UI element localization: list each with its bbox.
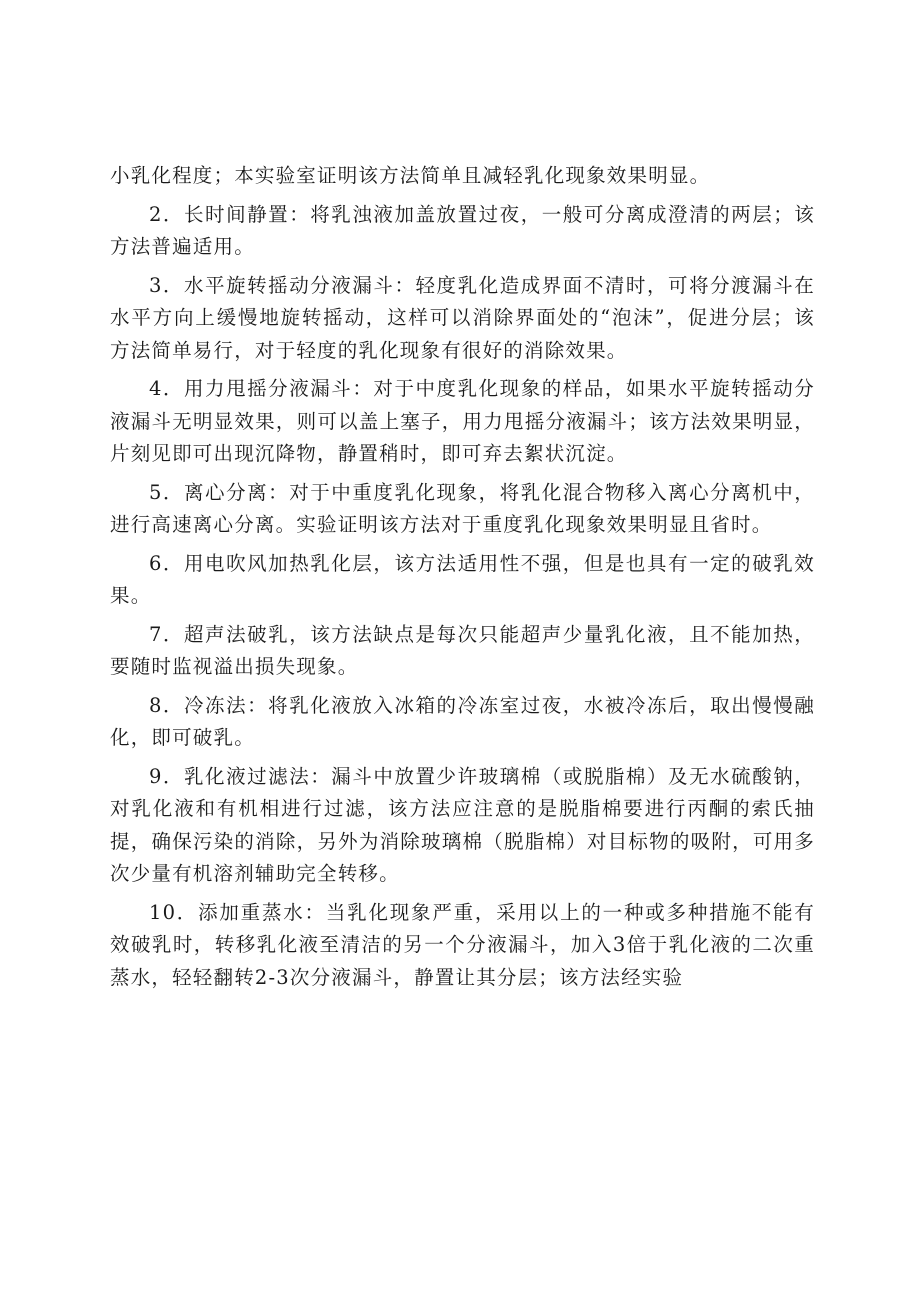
list-item-2: 2．长时间静置：将乳浊液加盖放置过夜，一般可分离成澄清的两层；该方法普遍适用。 — [110, 202, 815, 258]
list-item-5: 5．离心分离：对于中重度乳化现象，将乳化混合物移入离心分离机中，进行高速离心分离。实验证明该方法对于重度乳化现象效果明显且省时。 — [110, 480, 815, 536]
list-item-10: 10．添加重蒸水：当乳化现象严重，采用以上的一种或多种措施不能有效破乳时，转移乳化液至清洁的另一个分液漏斗，加入3倍于乳化液的二次重蒸水，轻轻翻转2-3次分液漏斗，静置让其分层；该方法经实验 — [110, 900, 815, 989]
continuation-paragraph: 小乳化程度；本实验室证明该方法简单且减轻乳化现象效果明显。 — [110, 164, 711, 187]
list-item-3: 3．水平旋转摇动分液漏斗：轻度乳化造成界面不清时，可将分渡漏斗在水平方向上缓慢地旋转摇动，这样可以消除界面处的“泡沫”，促进分层；该方法简单易行，对于轻度的乳化现象有很好的消除效果。 — [110, 273, 815, 362]
list-item-6: 6．用电吹风加热乳化层，该方法适用性不强，但是也具有一定的破乳效果。 — [110, 551, 815, 607]
list-item-9: 9．乳化液过滤法：漏斗中放置少许玻璃棉（或脱脂棉）及无水硫酸钠，对乳化液和有机相进行过滤，该方法应注意的是脱脂棉要进行丙酮的索氏抽提，确保污染的消除，另外为消除玻璃棉（脱脂棉）对目标物的吸附，可用多次少量有机溶剂辅助完全转移。 — [110, 764, 815, 885]
list-item-4: 4．用力甩摇分液漏斗：对于中度乳化现象的样品，如果水平旋转摇动分液漏斗无明显效果，则可以盖上塞子，用力甩摇分液漏斗；该方法效果明显，片刻见即可出现沉降物，静置稍时，即可弃去絮状沉淀。 — [110, 377, 815, 465]
list-item-7: 7．超声法破乳，该方法缺点是每次只能超声少量乳化液，且不能加热，要随时监视溢出损失现象。 — [110, 622, 815, 678]
list-item-8: 8．冷冻法：将乳化液放入冰箱的冷冻室过夜，水被冷冻后，取出慢慢融化，即可破乳。 — [110, 693, 815, 749]
document-body — [110, 160, 815, 1000]
